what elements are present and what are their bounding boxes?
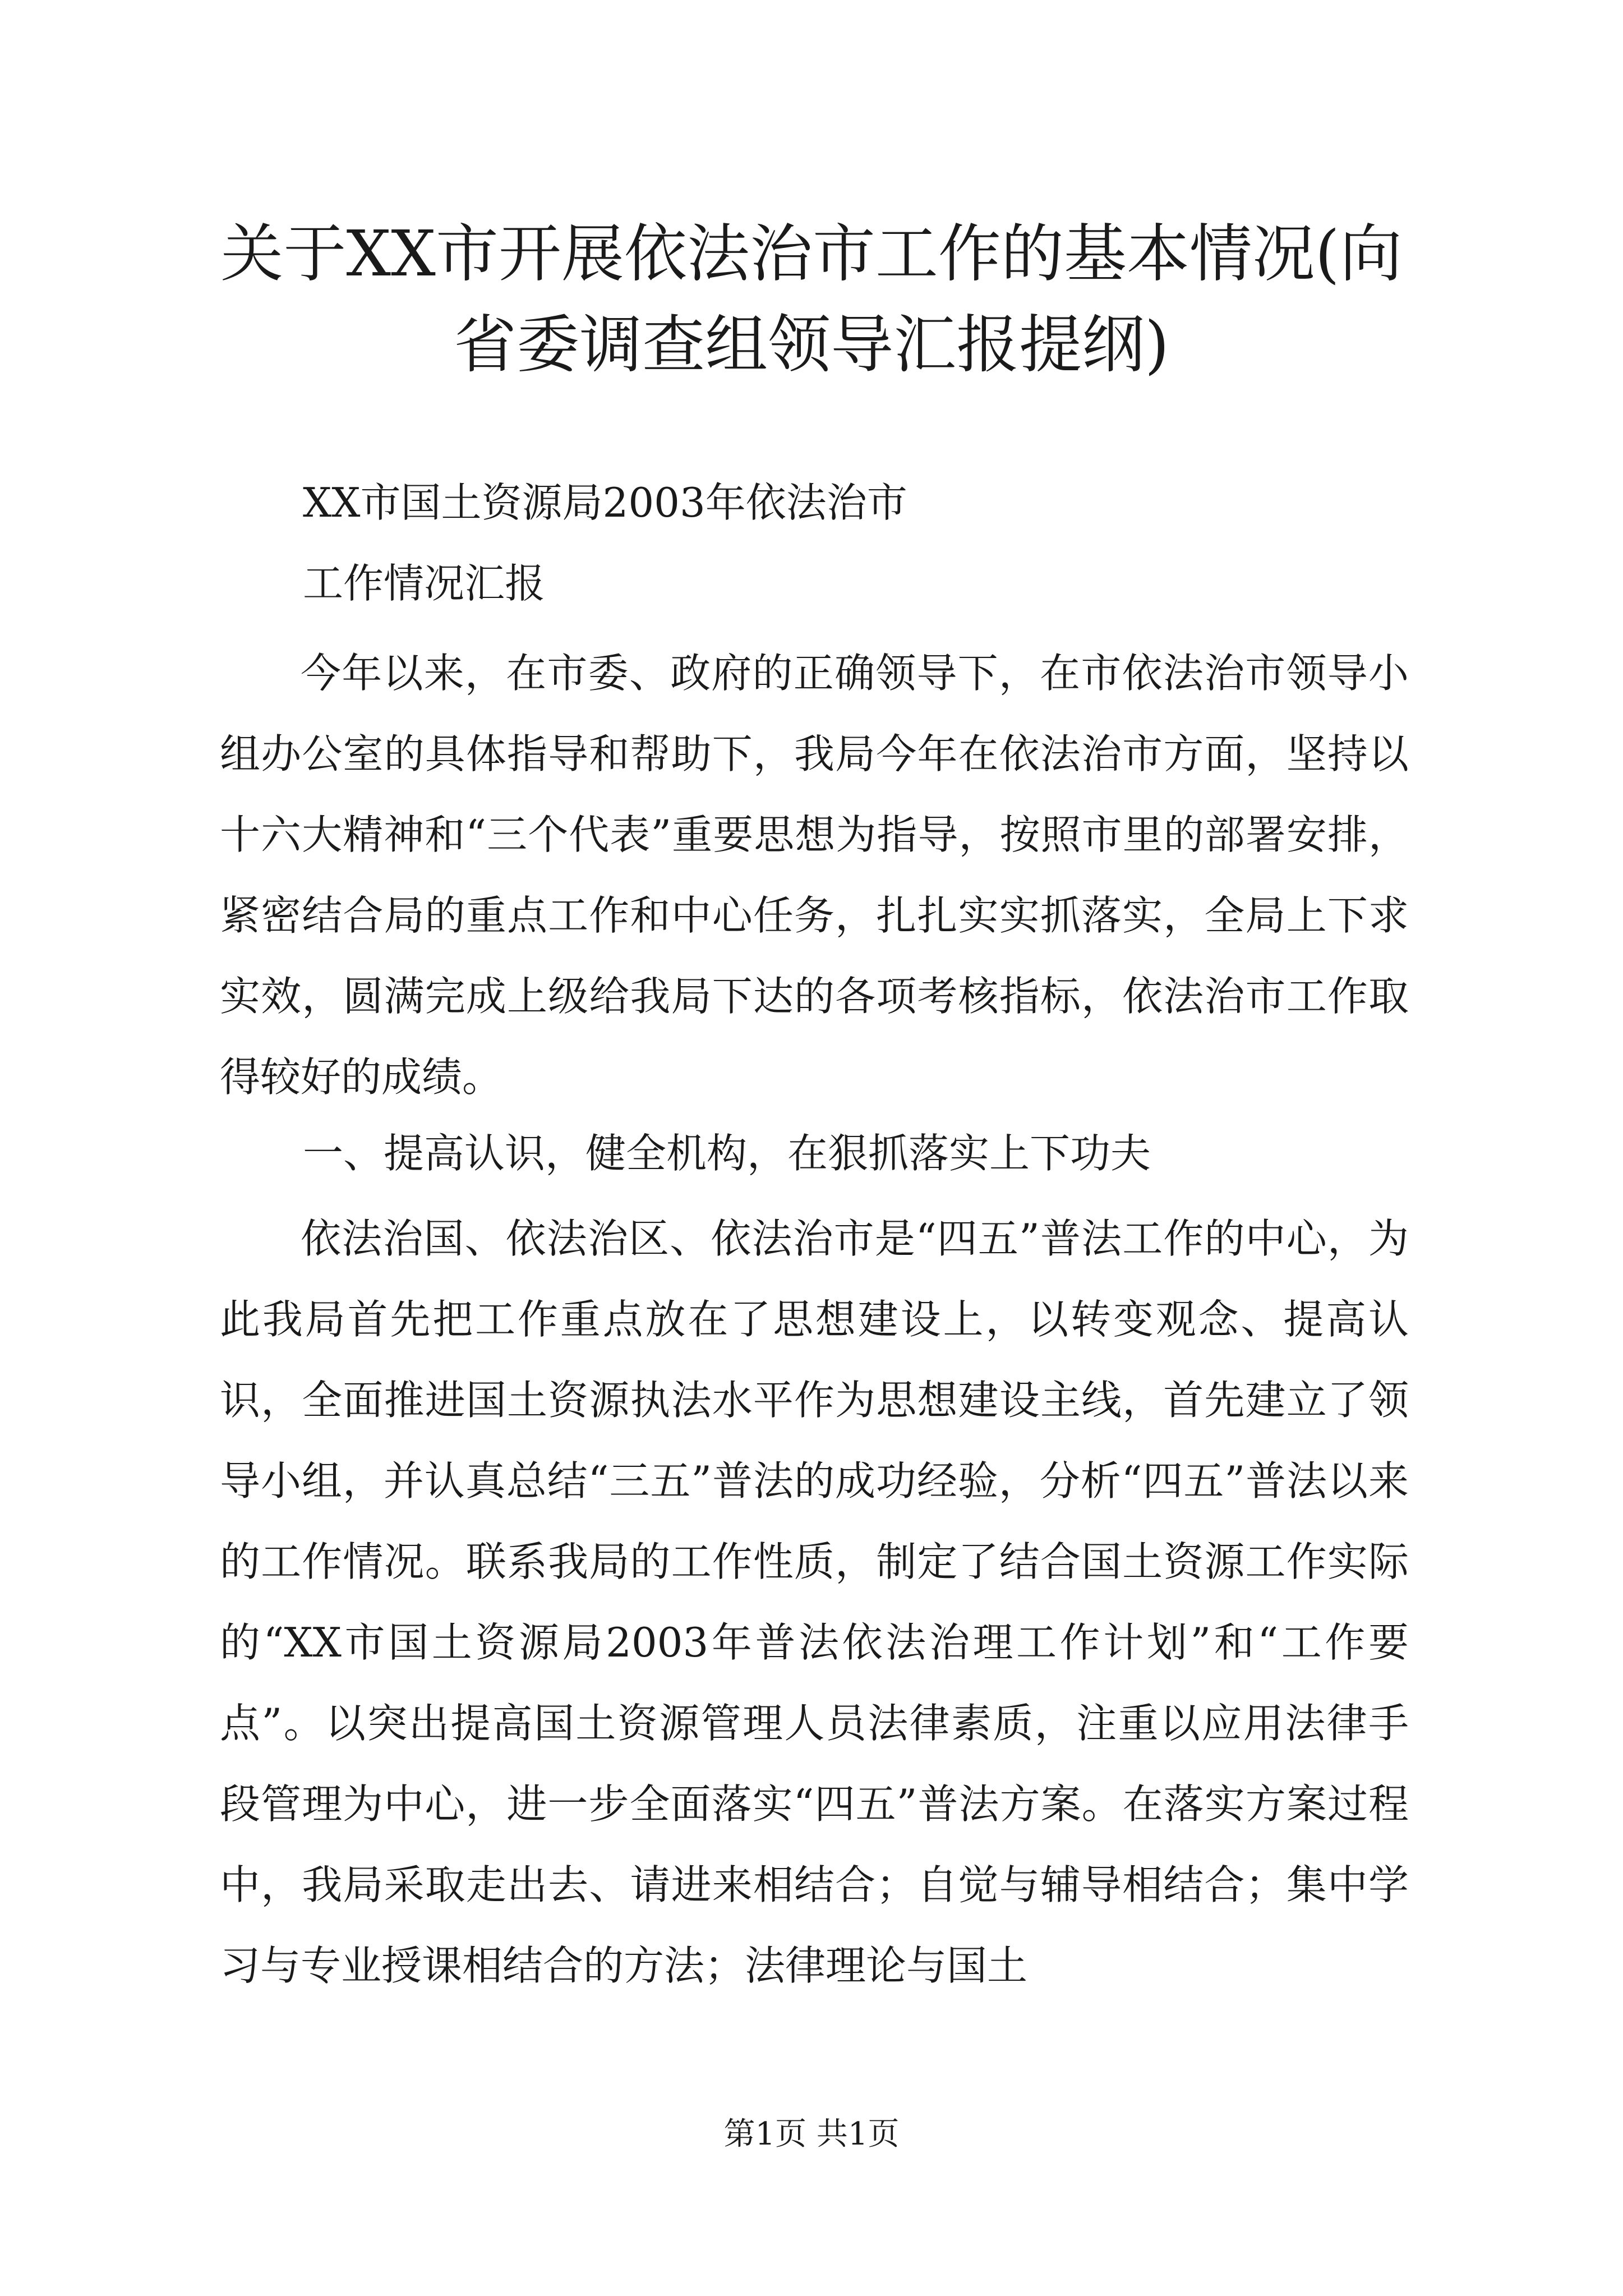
subtitle-line-1: XX市国土资源局2003年依法治市 — [303, 479, 907, 526]
subtitle-line-2: 工作情况汇报 — [303, 560, 546, 607]
paragraph-2: 依法治国、依法治区、依法治市是“四五”普法工作的中心，为此我局首先把工作重点放在了思想建设上，以转变观念、提高认识，全面推进国土资源执法水平作为思想建设主线，首先建立了领导小组，并认真总结“三五”普法的成功经验，分析“四五”普法以来的工作情况。联系我局的工作性质，制定了结合国土资源工作实际的“XX市国土资源局2003年普法依法治理工作计划”和“工作要点”。以突出提高国土资源管理人员法律素质，注重以应用法律手段管理为中心，进一步全面落实“四五”普法方案。在落实方案过程中，我局采取走出去、请进来相结合；自觉与辅导相结合；集中学习与专业授课相结合的方法；法律理论与国土 — [220, 1215, 1409, 1989]
paragraph-1: 今年以来，在市委、政府的正确领导下，在市依法治市领导小组办公室的具体指导和帮助下，我局今年在依法治市方面，坚持以十六大精神和“三个代表”重要思想为指导，按照市里的部署安排，紧密结合局的重点工作和中心任务，扎扎实实抓落实，全局上下求实效，圆满完成上级给我局下达的各项考核指标，依法治市工作取得较好的成绩。 — [220, 650, 1409, 1101]
document-title: 关于XX市开展依法治市工作的基本情况(向省委调查组领导汇报提纲) — [220, 218, 1403, 381]
page-footer: 第1页 共1页 — [723, 2116, 900, 2152]
section-1-heading: 一、提高认识，健全机构，在狠抓落实上下功夫 — [303, 1130, 1151, 1177]
